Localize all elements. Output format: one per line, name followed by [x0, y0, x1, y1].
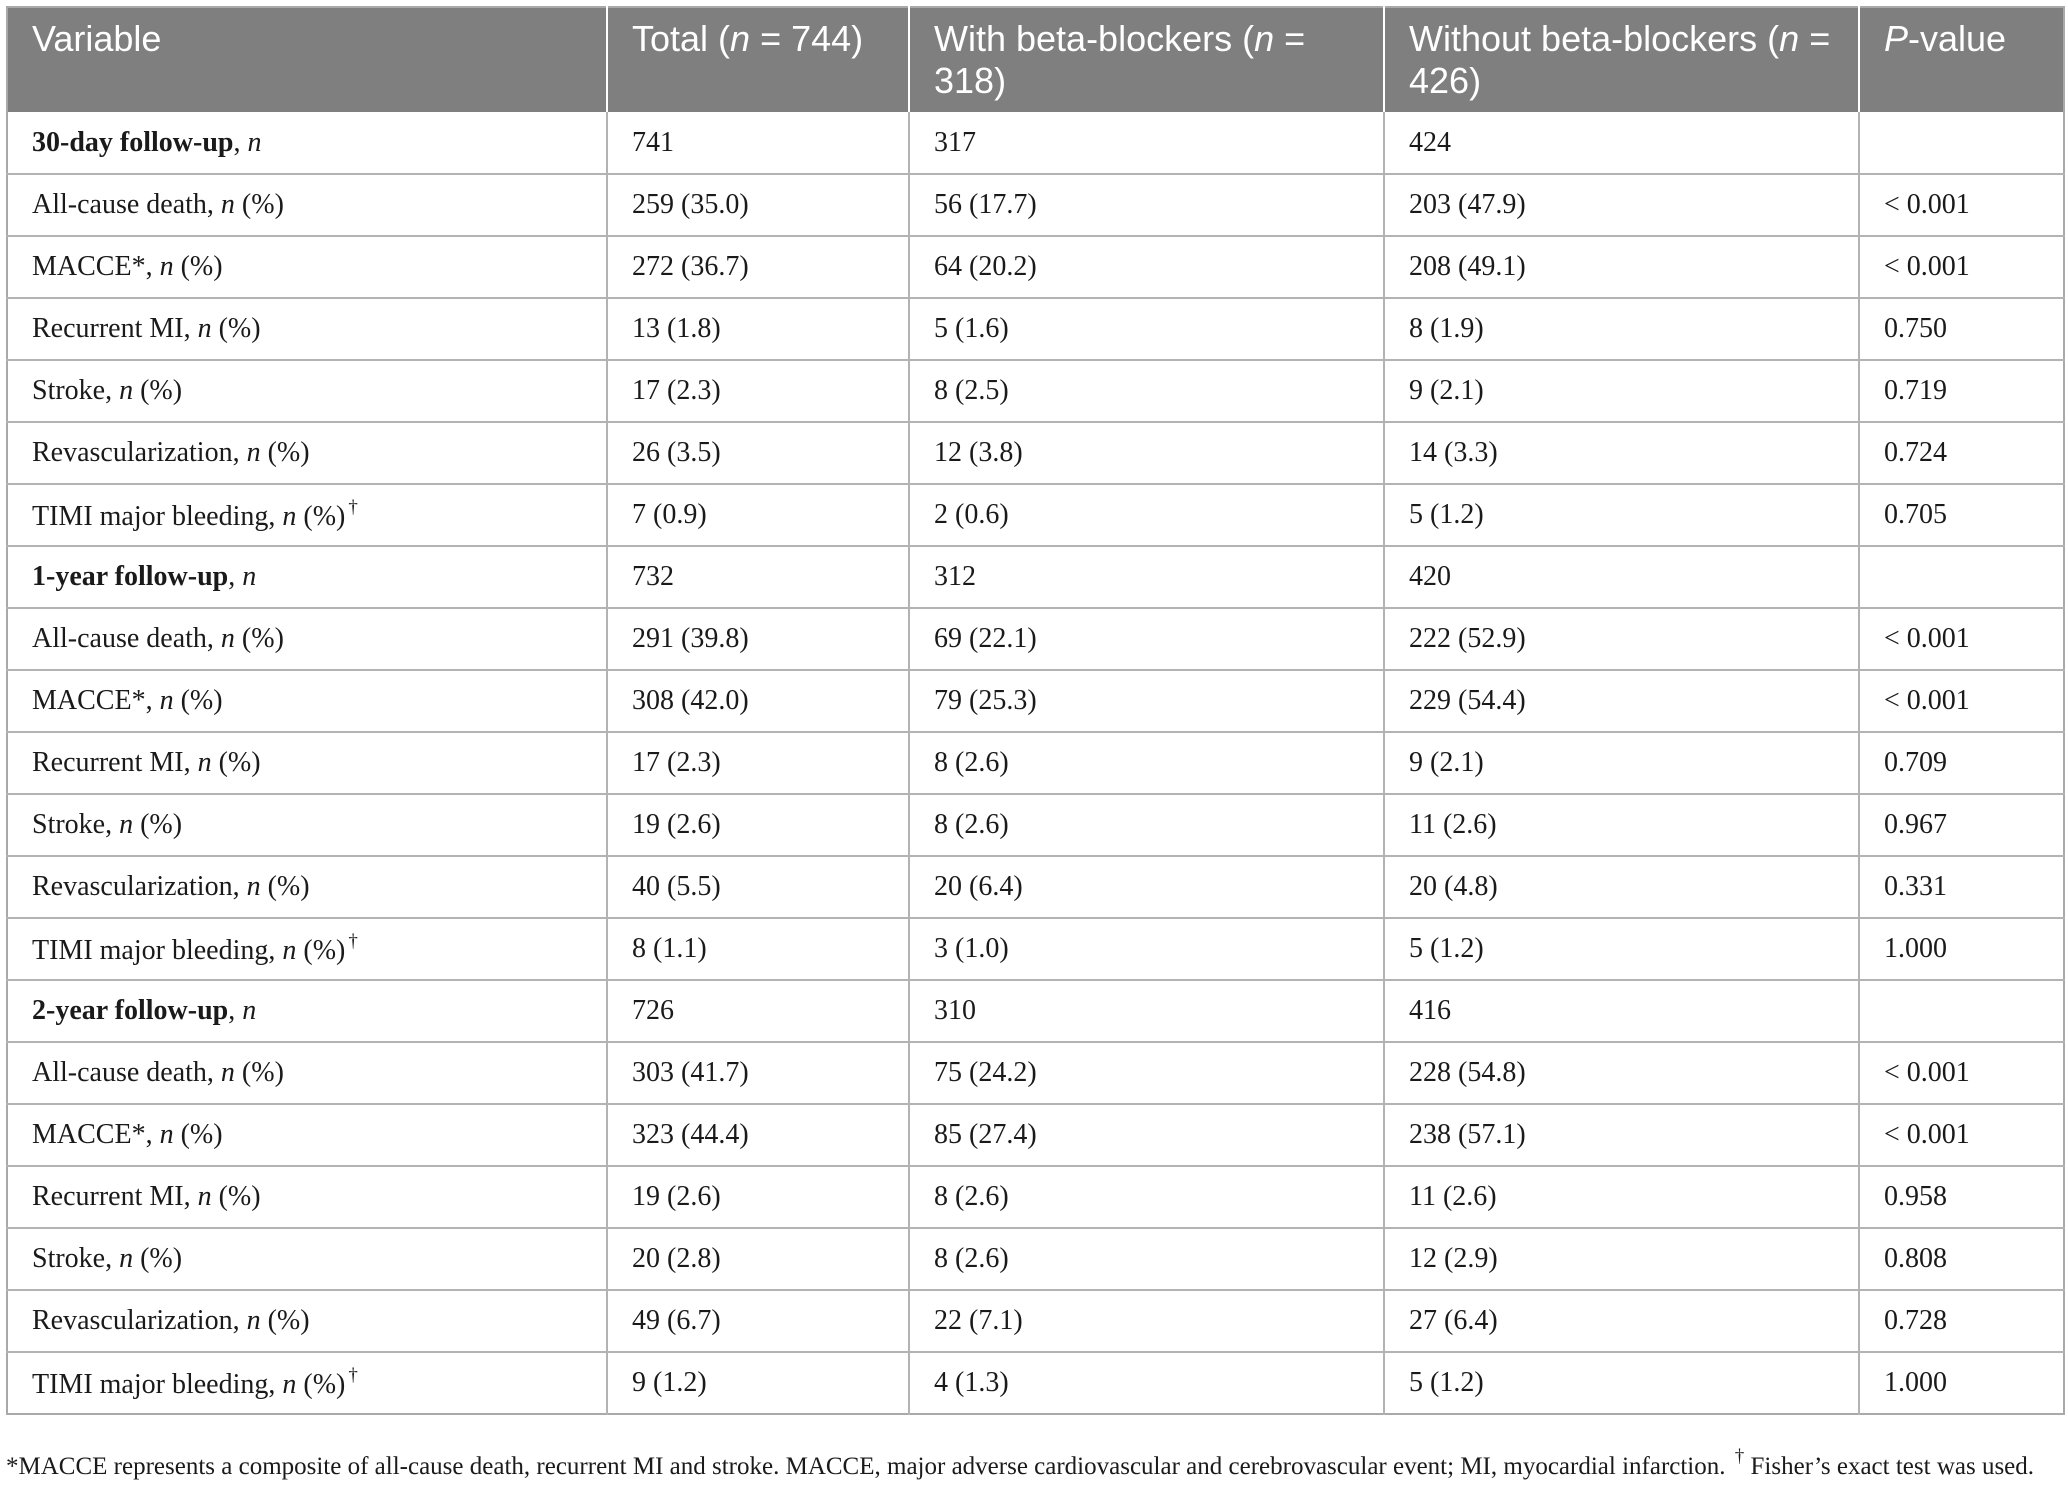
variable-unit: , n (%) — [268, 1369, 346, 1400]
variable-cell — [7, 1290, 607, 1352]
p-value-cell: 0.705 — [1859, 484, 2064, 546]
table-row — [7, 1104, 2064, 1166]
without-beta-blockers-cell: 229 (54.4) — [1384, 670, 1859, 732]
header-without-beta-blockers: Without beta-blockers (n = 426) — [1384, 7, 1859, 112]
variable-cell — [7, 856, 607, 918]
variable-cell — [7, 174, 607, 236]
variable-label: Stroke — [32, 1243, 106, 1274]
total-cell: 9 (1.2) — [607, 1352, 909, 1414]
variable-unit: , n (%) — [105, 375, 183, 406]
with-beta-blockers-cell: 56 (17.7) — [909, 174, 1384, 236]
without-beta-blockers-cell: 238 (57.1) — [1384, 1104, 1859, 1166]
p-value-cell: < 0.001 — [1859, 236, 2064, 298]
p-value-cell: 0.750 — [1859, 298, 2064, 360]
variable-label: TIMI major bleeding — [32, 935, 269, 966]
total-cell: 259 (35.0) — [607, 174, 909, 236]
table-footnote: *MACCE represents a composite of all-cause death, recurrent MI and stroke. MACCE, major adverse cardiovascular and cerebrovascular event; MI, myocardial infarction. † Fisher’s exact test was used. — [6, 1446, 2035, 1480]
variable-label: Revascularization — [32, 1305, 233, 1336]
variable-label: MACCE* — [32, 1119, 146, 1150]
total-cell: 19 (2.6) — [607, 794, 909, 856]
table-row — [7, 794, 2064, 856]
without-beta-blockers-cell: 11 (2.6) — [1384, 1166, 1859, 1228]
section-row — [7, 980, 2064, 1042]
total-cell: 323 (44.4) — [607, 1104, 909, 1166]
without-beta-blockers-cell: 27 (6.4) — [1384, 1290, 1859, 1352]
variable-label: Stroke — [32, 809, 106, 840]
variable-label: All-cause death — [32, 623, 207, 654]
with-beta-blockers-cell: 4 (1.3) — [909, 1352, 1384, 1414]
p-value-cell: < 0.001 — [1859, 1104, 2064, 1166]
with-beta-blockers-cell: 2 (0.6) — [909, 484, 1384, 546]
table-row — [7, 732, 2064, 794]
without-beta-blockers-cell: 208 (49.1) — [1384, 236, 1859, 298]
table-body — [7, 112, 2064, 1414]
variable-cell — [7, 1042, 607, 1104]
with-beta-blockers-cell: 8 (2.6) — [909, 732, 1384, 794]
variable-unit: , n (%) — [145, 251, 223, 282]
total-cell: 732 — [607, 546, 909, 608]
table-row — [7, 236, 2064, 298]
without-beta-blockers-cell: 416 — [1384, 980, 1859, 1042]
variable-cell — [7, 484, 607, 546]
without-beta-blockers-cell: 14 (3.3) — [1384, 422, 1859, 484]
dagger-mark: † — [348, 497, 358, 518]
with-beta-blockers-cell: 8 (2.6) — [909, 1228, 1384, 1290]
variable-unit: , n (%) — [183, 1181, 261, 1212]
with-beta-blockers-cell: 8 (2.6) — [909, 794, 1384, 856]
p-value-cell: 0.719 — [1859, 360, 2064, 422]
without-beta-blockers-cell: 5 (1.2) — [1384, 484, 1859, 546]
total-cell: 7 (0.9) — [607, 484, 909, 546]
without-beta-blockers-cell: 5 (1.2) — [1384, 918, 1859, 980]
with-beta-blockers-cell: 310 — [909, 980, 1384, 1042]
table-row — [7, 856, 2064, 918]
variable-label: MACCE* — [32, 685, 146, 716]
variable-unit: , n (%) — [145, 1119, 223, 1150]
total-cell: 291 (39.8) — [607, 608, 909, 670]
table-row — [7, 1166, 2064, 1228]
variable-cell — [7, 794, 607, 856]
dagger-mark: † — [348, 1365, 358, 1386]
without-beta-blockers-cell: 9 (2.1) — [1384, 732, 1859, 794]
with-beta-blockers-cell: 8 (2.6) — [909, 1166, 1384, 1228]
with-beta-blockers-cell: 69 (22.1) — [909, 608, 1384, 670]
total-cell: 40 (5.5) — [607, 856, 909, 918]
variable-cell — [7, 670, 607, 732]
total-cell: 272 (36.7) — [607, 236, 909, 298]
p-value-cell — [1859, 980, 2064, 1042]
without-beta-blockers-cell: 5 (1.2) — [1384, 1352, 1859, 1414]
p-value-cell: < 0.001 — [1859, 174, 2064, 236]
variable-label: Recurrent MI — [32, 1181, 184, 1212]
variable-unit: , n (%) — [145, 685, 223, 716]
table-row — [7, 484, 2064, 546]
p-value-cell: 0.728 — [1859, 1290, 2064, 1352]
table-row — [7, 1228, 2064, 1290]
variable-cell — [7, 236, 607, 298]
table-row — [7, 360, 2064, 422]
p-value-cell: < 0.001 — [1859, 1042, 2064, 1104]
without-beta-blockers-cell: 424 — [1384, 112, 1859, 174]
total-cell: 8 (1.1) — [607, 918, 909, 980]
total-cell: 19 (2.6) — [607, 1166, 909, 1228]
variable-unit: , n (%) — [232, 1305, 310, 1336]
without-beta-blockers-cell: 9 (2.1) — [1384, 360, 1859, 422]
variable-label: Recurrent MI — [32, 313, 184, 344]
without-beta-blockers-cell: 20 (4.8) — [1384, 856, 1859, 918]
variable-unit: , n (%) — [206, 1057, 284, 1088]
variable-unit: , n (%) — [183, 747, 261, 778]
without-beta-blockers-cell: 203 (47.9) — [1384, 174, 1859, 236]
p-value-cell: 1.000 — [1859, 1352, 2064, 1414]
variable-label: 2-year follow-up — [32, 995, 229, 1026]
total-cell: 17 (2.3) — [607, 732, 909, 794]
p-value-cell: 0.808 — [1859, 1228, 2064, 1290]
variable-unit: , n (%) — [206, 623, 284, 654]
with-beta-blockers-cell: 312 — [909, 546, 1384, 608]
variable-cell — [7, 732, 607, 794]
variable-unit: , n (%) — [183, 313, 261, 344]
p-value-cell: 0.331 — [1859, 856, 2064, 918]
variable-unit: , n (%) — [232, 871, 310, 902]
total-cell: 17 (2.3) — [607, 360, 909, 422]
variable-unit: , n (%) — [105, 809, 183, 840]
p-value-cell: 0.967 — [1859, 794, 2064, 856]
with-beta-blockers-cell: 20 (6.4) — [909, 856, 1384, 918]
total-cell: 13 (1.8) — [607, 298, 909, 360]
p-value-cell: 0.709 — [1859, 732, 2064, 794]
p-value-cell — [1859, 546, 2064, 608]
header-variable: Variable — [7, 7, 607, 112]
without-beta-blockers-cell: 222 (52.9) — [1384, 608, 1859, 670]
with-beta-blockers-cell: 75 (24.2) — [909, 1042, 1384, 1104]
variable-label: Revascularization — [32, 437, 233, 468]
header-row — [7, 7, 2064, 112]
header-with-beta-blockers: With beta-blockers (n = 318) — [909, 7, 1384, 112]
section-row — [7, 546, 2064, 608]
dagger-mark: † — [348, 931, 358, 952]
with-beta-blockers-cell: 3 (1.0) — [909, 918, 1384, 980]
table-row — [7, 174, 2064, 236]
variable-cell — [7, 360, 607, 422]
variable-unit: , n — [228, 995, 257, 1026]
table-row — [7, 918, 2064, 980]
variable-cell — [7, 918, 607, 980]
table-row — [7, 1290, 2064, 1352]
without-beta-blockers-cell: 12 (2.9) — [1384, 1228, 1859, 1290]
with-beta-blockers-cell: 8 (2.5) — [909, 360, 1384, 422]
total-cell: 26 (3.5) — [607, 422, 909, 484]
p-value-cell: 0.724 — [1859, 422, 2064, 484]
without-beta-blockers-cell: 11 (2.6) — [1384, 794, 1859, 856]
variable-unit: , n — [228, 561, 257, 592]
with-beta-blockers-cell: 317 — [909, 112, 1384, 174]
with-beta-blockers-cell: 79 (25.3) — [909, 670, 1384, 732]
total-cell: 726 — [607, 980, 909, 1042]
with-beta-blockers-cell: 5 (1.6) — [909, 298, 1384, 360]
variable-cell — [7, 422, 607, 484]
variable-label: 1-year follow-up — [32, 561, 229, 592]
total-cell: 308 (42.0) — [607, 670, 909, 732]
variable-label: TIMI major bleeding — [32, 501, 269, 532]
total-cell: 49 (6.7) — [607, 1290, 909, 1352]
variable-cell — [7, 1104, 607, 1166]
table-row — [7, 1352, 2064, 1414]
table-row — [7, 298, 2064, 360]
table-row — [7, 1042, 2064, 1104]
variable-cell — [7, 112, 607, 174]
variable-cell — [7, 1352, 607, 1414]
variable-cell — [7, 1166, 607, 1228]
without-beta-blockers-cell: 228 (54.8) — [1384, 1042, 1859, 1104]
variable-label: All-cause death — [32, 1057, 207, 1088]
variable-unit: , n (%) — [268, 501, 346, 532]
with-beta-blockers-cell: 64 (20.2) — [909, 236, 1384, 298]
table-row — [7, 670, 2064, 732]
variable-cell — [7, 1228, 607, 1290]
variable-unit: , n (%) — [232, 437, 310, 468]
variable-unit: , n (%) — [268, 935, 346, 966]
variable-cell — [7, 980, 607, 1042]
header-total: Total (n = 744) — [607, 7, 909, 112]
total-cell: 20 (2.8) — [607, 1228, 909, 1290]
outcomes-table — [6, 6, 2065, 1415]
variable-label: TIMI major bleeding — [32, 1369, 269, 1400]
table-row — [7, 608, 2064, 670]
section-row — [7, 112, 2064, 174]
p-value-cell: 0.958 — [1859, 1166, 2064, 1228]
variable-label: Revascularization — [32, 871, 233, 902]
without-beta-blockers-cell: 420 — [1384, 546, 1859, 608]
variable-unit: , n (%) — [105, 1243, 183, 1274]
p-value-cell: 1.000 — [1859, 918, 2064, 980]
with-beta-blockers-cell: 12 (3.8) — [909, 422, 1384, 484]
variable-label: Stroke — [32, 375, 106, 406]
variable-label: Recurrent MI — [32, 747, 184, 778]
total-cell: 303 (41.7) — [607, 1042, 909, 1104]
variable-label: All-cause death — [32, 189, 207, 220]
table-header — [7, 7, 2064, 112]
variable-label: 30-day follow-up — [32, 126, 234, 158]
variable-cell — [7, 298, 607, 360]
variable-unit: , n (%) — [206, 189, 284, 220]
p-value-cell — [1859, 112, 2064, 174]
total-cell: 741 — [607, 112, 909, 174]
variable-label: MACCE* — [32, 251, 146, 282]
with-beta-blockers-cell: 22 (7.1) — [909, 1290, 1384, 1352]
variable-unit: , n — [233, 126, 262, 158]
without-beta-blockers-cell: 8 (1.9) — [1384, 298, 1859, 360]
with-beta-blockers-cell: 85 (27.4) — [909, 1104, 1384, 1166]
p-value-cell: < 0.001 — [1859, 670, 2064, 732]
table-row — [7, 422, 2064, 484]
variable-cell — [7, 608, 607, 670]
header-p-value: P-value — [1859, 7, 2064, 112]
variable-cell — [7, 546, 607, 608]
p-value-cell: < 0.001 — [1859, 608, 2064, 670]
